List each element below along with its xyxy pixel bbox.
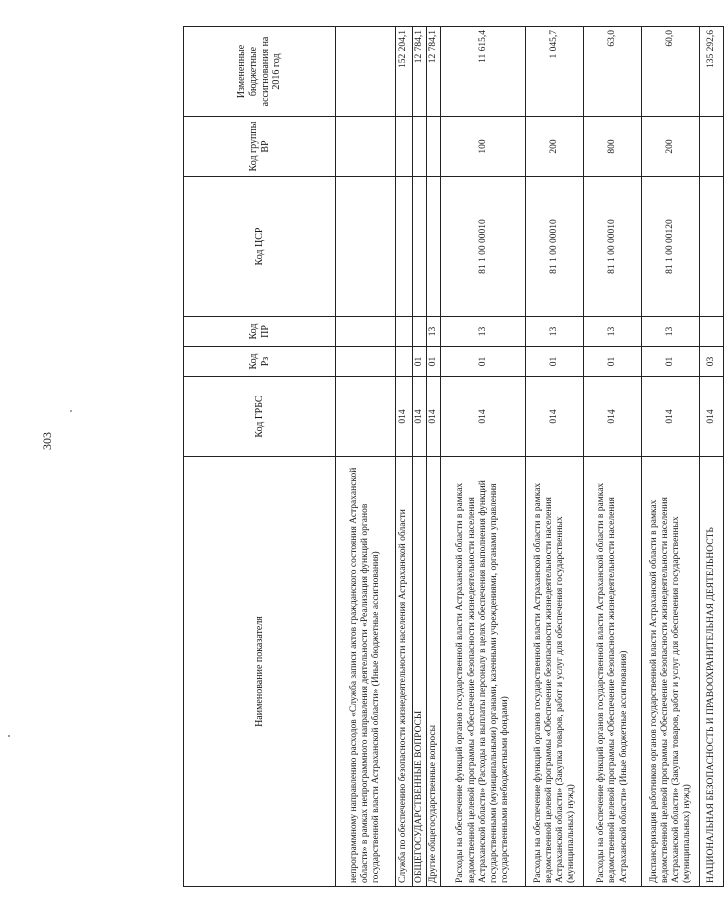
row-vr: 200: [642, 117, 700, 177]
row-name: Расходы на обеспечение функций органов государственной власти Астраханской области в рамках ведомственной целевой программы «Обеспечение безопасности жизнедеятельности населения Астраханской области» (Иные бюджетные ассигнования): [584, 457, 642, 887]
table-row: [396, 27, 413, 887]
table-row: [441, 27, 526, 887]
table-row: [584, 27, 642, 887]
table-row: [336, 27, 396, 887]
row-rz: 01: [642, 347, 700, 377]
row-vr: 200: [526, 117, 584, 177]
header-csr: Код ЦСР: [184, 177, 336, 317]
row-csr: 81 1 00 00010: [584, 177, 642, 317]
row-pr: 13: [642, 317, 700, 347]
row-amount: 1 045,7: [526, 27, 584, 117]
row-csr: [413, 177, 427, 317]
table-row: [427, 27, 441, 887]
scan-speck: [8, 735, 10, 737]
row-pr: [336, 317, 396, 347]
table-row: [700, 27, 724, 887]
header-amount: Измененные бюджетные ассигнования на 2016 год: [184, 27, 336, 117]
row-csr: [700, 177, 724, 317]
row-grbs: 014: [584, 377, 642, 457]
row-grbs: 014: [413, 377, 427, 457]
row-csr: 81 1 00 00010: [441, 177, 526, 317]
row-amount: 63,0: [584, 27, 642, 117]
scan-speck: [70, 410, 72, 412]
table-row: [413, 27, 427, 887]
row-csr: 81 1 00 00010: [526, 177, 584, 317]
row-name: НАЦИОНАЛЬНАЯ БЕЗОПАСНОСТЬ И ПРАВООХРАНИТЕЛЬНАЯ ДЕЯТЕЛЬНОСТЬ: [700, 457, 724, 887]
row-grbs: 014: [642, 377, 700, 457]
row-amount: 12 784,1: [427, 27, 441, 117]
row-rz: [336, 347, 396, 377]
row-name: Другие общегосударственные вопросы: [427, 457, 441, 887]
row-grbs: [336, 377, 396, 457]
row-pr: 13: [526, 317, 584, 347]
row-pr: [700, 317, 724, 347]
row-rz: [396, 347, 413, 377]
page-number: 303: [40, 432, 54, 450]
row-vr: [700, 117, 724, 177]
row-grbs: 014: [396, 377, 413, 457]
budget-table: [183, 26, 724, 887]
table-row: [526, 27, 584, 887]
row-rz: 01: [584, 347, 642, 377]
row-name: Диспансеризация работников органов государственной власти Астраханской области в рамках ведомственной целевой программы «Обеспечение безопасности жизнедеятельности населения Астраханской области» (Закупка товаров, работ и услуг для обеспечения государственных (муниципальных) нужд): [642, 457, 700, 887]
row-pr: [396, 317, 413, 347]
row-amount: 60,0: [642, 27, 700, 117]
row-rz: 01: [441, 347, 526, 377]
row-vr: [427, 117, 441, 177]
row-vr: [336, 117, 396, 177]
header-name: Наименование показателя: [184, 457, 336, 887]
row-grbs: 014: [526, 377, 584, 457]
row-name: Расходы на обеспечение функций органов государственной власти Астраханской области в рамках ведомственной целевой программы «Обеспечение безопасности жизнедеятельности населения Астраханской области» (Расходы на выплаты персоналу в целях обеспечения выполнения функций государственными (муниципальными) органами, казенными учреждениями, органами управления государственными внебюджетными фондами): [441, 457, 526, 887]
row-name: ОБЩЕГОСУДАРСТВЕННЫЕ ВОПРОСЫ: [413, 457, 427, 887]
table-row: [642, 27, 700, 887]
row-pr: [413, 317, 427, 347]
row-amount: [336, 27, 396, 117]
row-amount: 152 204,1: [396, 27, 413, 117]
row-grbs: 014: [700, 377, 724, 457]
row-grbs: 014: [427, 377, 441, 457]
row-vr: [396, 117, 413, 177]
budget-table-rotated: [183, 27, 717, 887]
header-vr: Код группы ВР: [184, 117, 336, 177]
row-vr: 100: [441, 117, 526, 177]
row-pr: 13: [584, 317, 642, 347]
row-grbs: 014: [441, 377, 526, 457]
row-pr: 13: [427, 317, 441, 347]
row-rz: 03: [700, 347, 724, 377]
row-name: непрограммному направлению расходов «Служба записи актов гражданского состояния Астраханской области» в рамках непрограммного направления деятельности «Реализация функций органов государственной власти Астраханской области» (Иные бюджетные ассигнования): [336, 457, 396, 887]
row-csr: [396, 177, 413, 317]
header-pr: Код ПР: [184, 317, 336, 347]
row-amount: 11 615,4: [441, 27, 526, 117]
row-name: Расходы на обеспечение функций органов государственной власти Астраханской области в рамках ведомственной целевой программы «Обеспечение безопасности жизнедеятельности населения Астраханской области» (Закупка товаров, работ и услуг для обеспечения государственных (муниципальных) нужд): [526, 457, 584, 887]
row-rz: 01: [526, 347, 584, 377]
row-rz: 01: [427, 347, 441, 377]
row-pr: 13: [441, 317, 526, 347]
row-csr: [427, 177, 441, 317]
row-csr: [336, 177, 396, 317]
row-amount: 12 784,1: [413, 27, 427, 117]
row-vr: [413, 117, 427, 177]
row-csr: 81 1 00 00120: [642, 177, 700, 317]
table-header-row: [184, 27, 336, 887]
header-grbs: Код ГРБС: [184, 377, 336, 457]
header-rz: Код Рз: [184, 347, 336, 377]
row-rz: 01: [413, 347, 427, 377]
row-vr: 800: [584, 117, 642, 177]
row-amount: 135 292,6: [700, 27, 724, 117]
row-name: Служба по обеспечению безопасности жизнедеятельности населения Астраханской области: [396, 457, 413, 887]
